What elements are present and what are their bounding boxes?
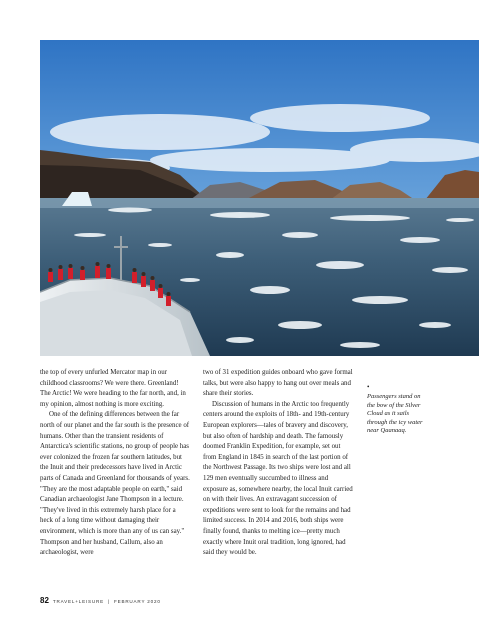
hero-photo [40, 40, 479, 356]
page-number: 82 [40, 596, 49, 605]
article-paragraph: Discussion of humans in the Arctic too frequently centers around the exploits of 18th- and 19th-century European explorers—tales of bravery and discovery, but also often of hardship and death. The famously doomed Franklin Expedition, for example, set out from England in 1845 in search of the last portion of the Northwest Passage. Its two ships were lost and all 129 men eventually succumbed to illness and exposure as, somewhere nearby, the local Inuit carried on with their lives. An extravagant succession of expeditions were sent to look for the remains and had limited success. In 2014 and 2016, both ships were finally found, thanks to melting ice—pretty much exactly where Inuit oral tradition, long ignored, had said they would be. [203, 400, 353, 557]
article-paragraph: the top of every unfurled Mercator map in our childhood classrooms? We were there. Greenland! The Arctic! We were heading to the far north, and, in my opinion, almost nothing is more exciting. [40, 369, 186, 408]
folio-separator: | [107, 599, 110, 604]
article-paragraph: two of 31 expedition guides onboard who gave formal talks, but were also happy to hang out over meals and share their stories. [203, 369, 353, 398]
photo-caption: Passengers stand on the bow of the Silver Cloud as it sails through the icy water near Qaanaaq. [367, 393, 423, 435]
article-column-1 [40, 368, 190, 559]
article-paragraph: One of the defining differences between the far north of our planet and the far south is the presence of humans. Other than the transient residents of Antarctica's scientific stations, no group of people has ever colonized the frozen far southern latitudes, but the Inuit and their predecessors have lived in Arctic parts of Canada and Greenland for thousands of years. "They are the most adaptable people on earth," said Canadian archaeologist Jane Thompson in a lecture. "They've lived in this extremely harsh place for a heck of a long time without damaging their environment, which is more than any of us can say." Thompson and her husband, Callum, also an archaeologist, were [40, 411, 190, 557]
issue-date: FEBRUARY 2020 [113, 599, 161, 604]
caption-bullet: • [367, 383, 370, 391]
arctic-ship-photo [40, 40, 479, 356]
article-column-2 [203, 368, 353, 559]
publication-name: TRAVEL+LEISURE [52, 599, 104, 604]
page-folio [40, 596, 161, 605]
